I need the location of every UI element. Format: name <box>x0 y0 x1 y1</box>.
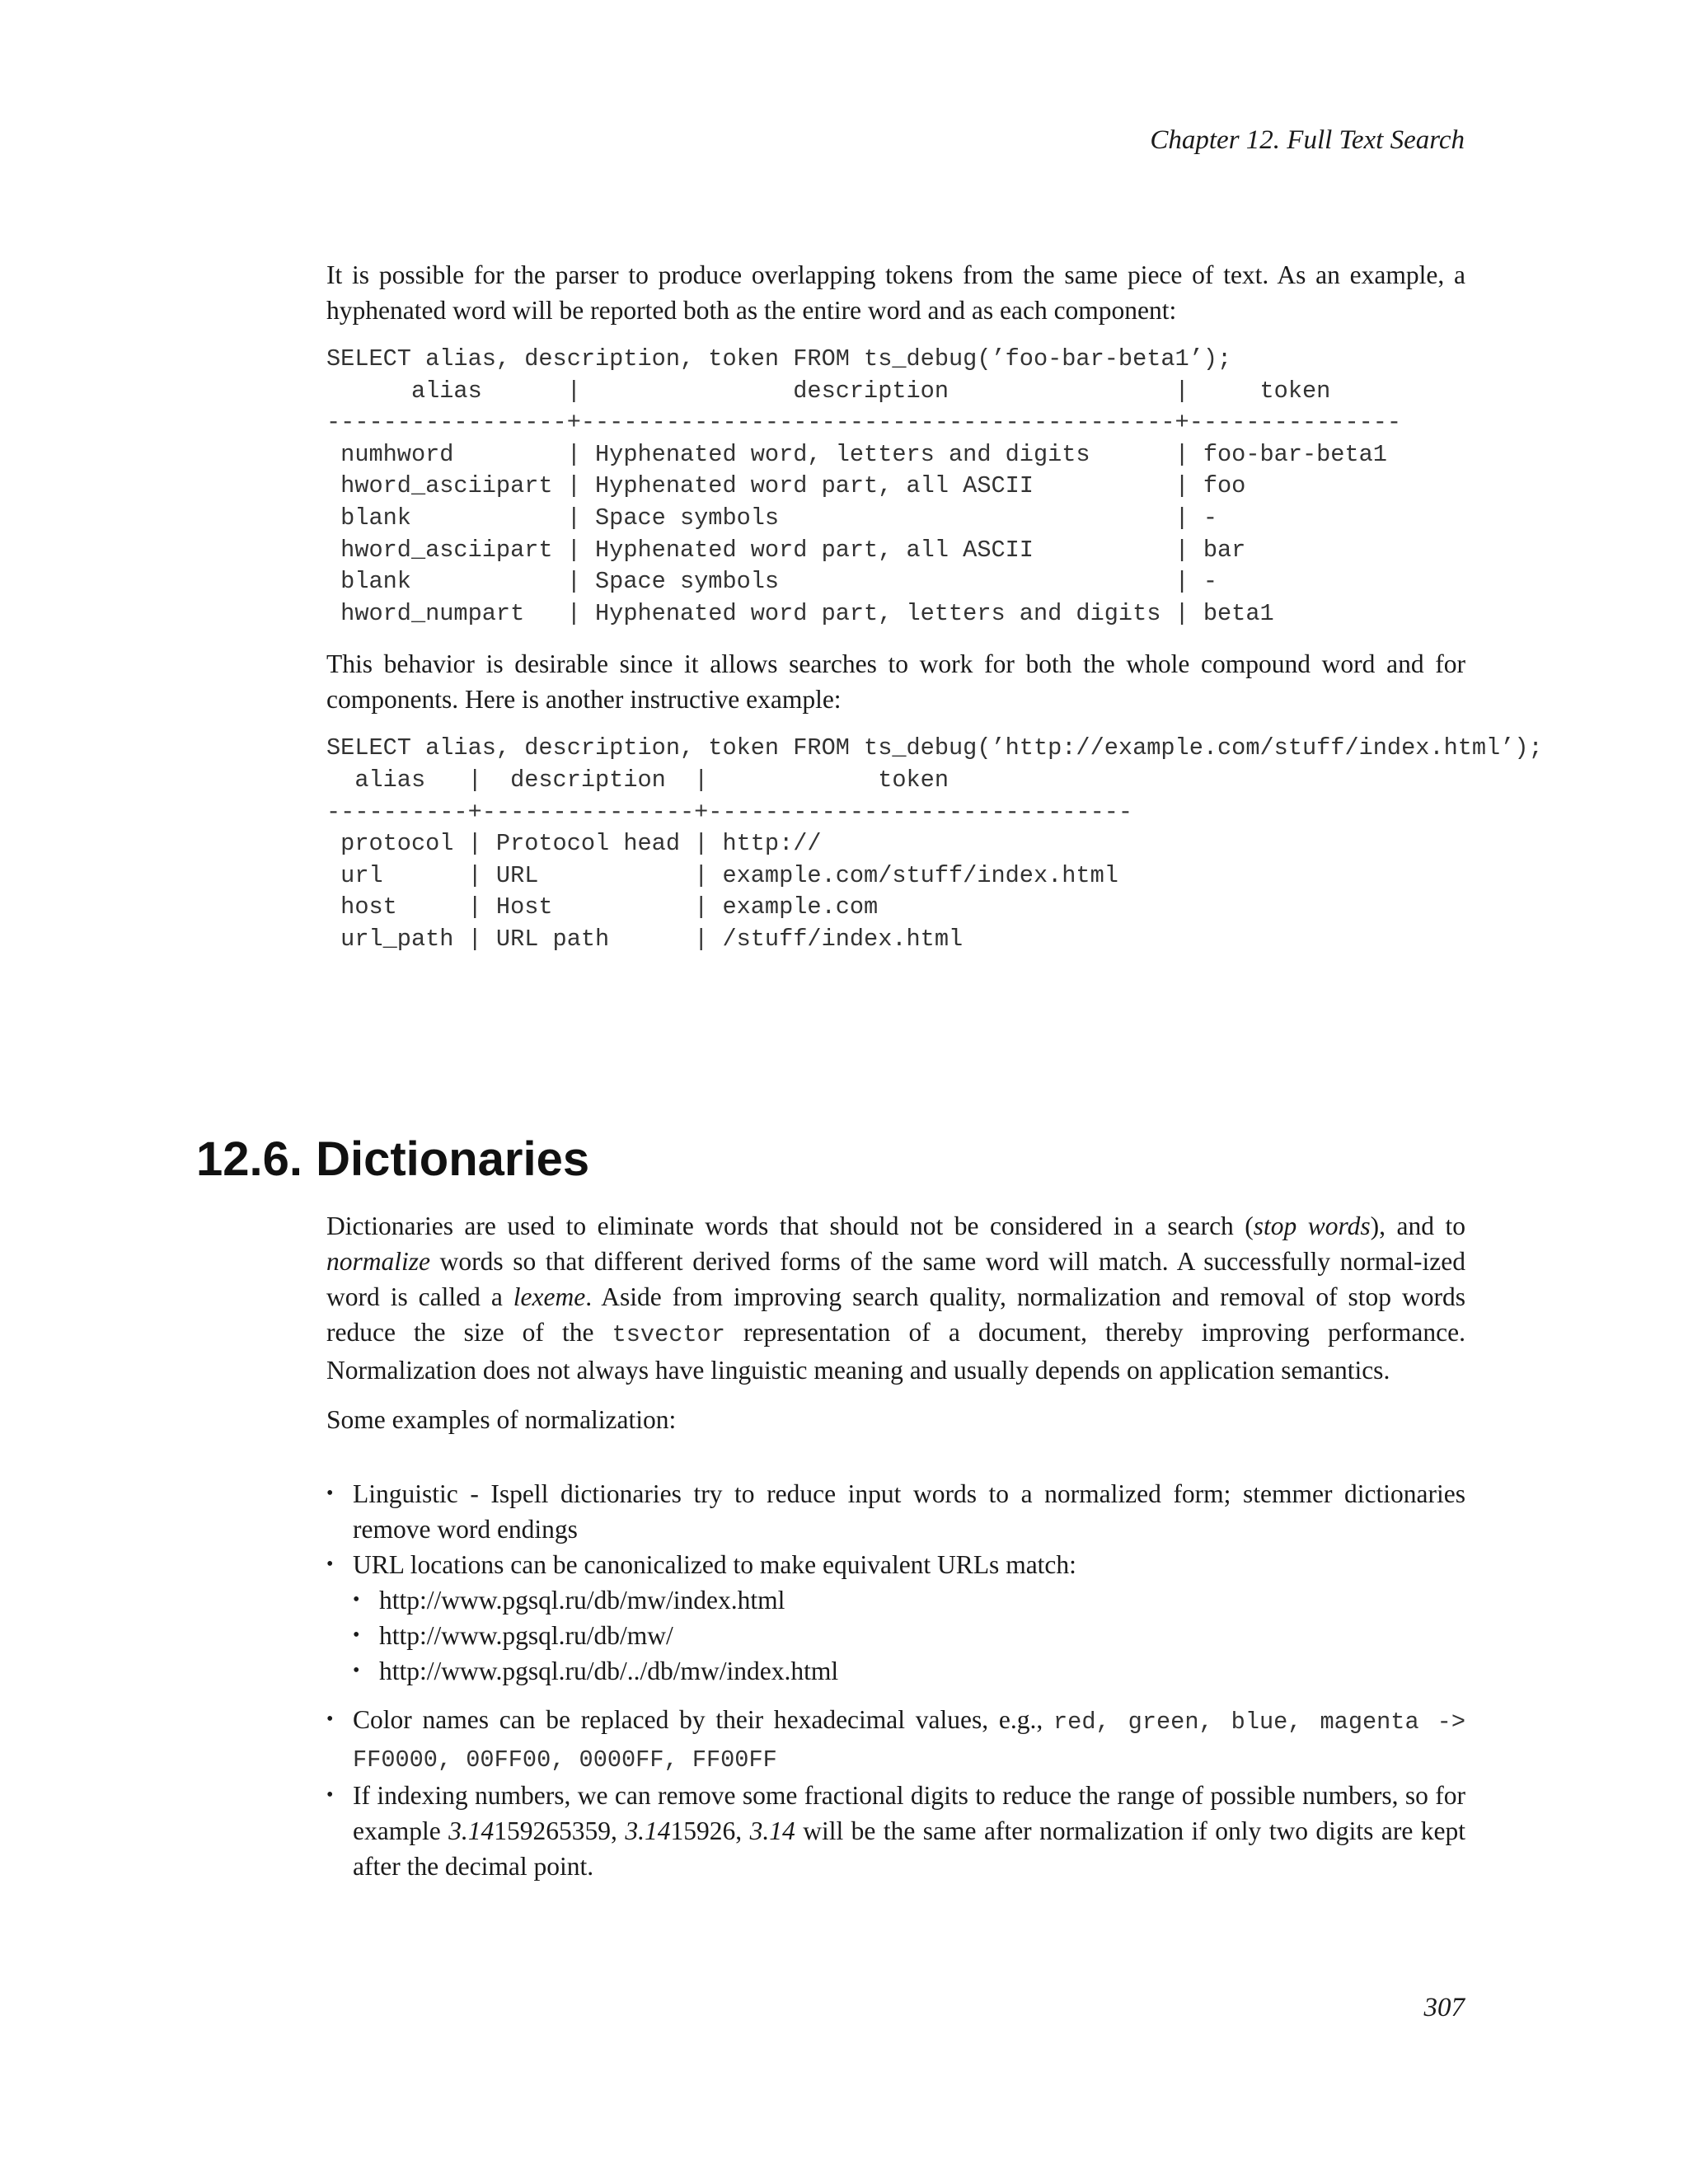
code-example-hyphenated: SELECT alias, description, token FROM ts_debug(’foo-bar-beta1’); alias | description | token -----------------+------------------------------------------+--------------- numhword | Hyphenated word, letters and digits | foo-bar-beta1 hword_asciipart | Hyphenated word part, all ASCII | foo blank | Space symbols | - hword_asciipart | Hyphenated word part, all ASCII | bar blank | Space symbols | - hword_numpart | Hyphenated word part, letters and digits | beta1 <box>326 345 1402 627</box>
list-item-color <box>326 1702 1465 1778</box>
term-lexeme: lexeme <box>513 1282 586 1311</box>
list-item-url <box>326 1547 1465 1689</box>
list-item-linguistic: • Linguistic - Ispell dictionaries try to reduce input words to a normalized form; stemmer dictionaries remove word endings <box>326 1476 1465 1547</box>
code-example-url: SELECT alias, description, token FROM ts_debug(’http://example.com/stuff/index.html’); alias | description | token ----------+---------------+------------------------------ protocol | Protocol head | http:// url | URL | example.com/stuff/index.html host | Host | example.com url_path | URL path | /stuff/index.html <box>326 734 1543 953</box>
term-stop-words: stop words <box>1253 1212 1371 1240</box>
text-run: will be the same after normalization if only two digits are kept after the decimal point. <box>353 1816 1466 1881</box>
section-heading: 12.6. Dictionaries <box>196 1132 590 1186</box>
url-sublist <box>353 1582 1465 1689</box>
text-run: words so that different derived forms of the same word will match. A successfully normal-ized word is called a <box>326 1247 1465 1311</box>
text-run: ), and to <box>1370 1212 1465 1240</box>
number-italic: 3.14 <box>625 1816 671 1845</box>
list-item-numbers <box>326 1778 1465 1884</box>
number-rest: 159265359 <box>494 1816 612 1845</box>
intro-section <box>326 257 1543 956</box>
separator: , <box>735 1816 750 1845</box>
text-run: If indexing numbers, we can remove some fractional digits to reduce the range of possible numbers, so for example <box>353 1781 1465 1845</box>
dictionaries-section <box>326 1208 1465 1884</box>
normalization-list <box>326 1476 1465 1884</box>
behavior-paragraph: This behavior is desirable since it allows searches to work for both the whole compound word and for components. Here is another instructive example: <box>326 649 1465 715</box>
text-run: representation of a document, thereby improving performance. Normalization does not always have linguistic meaning and usually depends on application semantics. <box>326 1318 1465 1385</box>
number-rest: 15926 <box>670 1816 736 1845</box>
url-example: • http://www.pgsql.ru/db/mw/ <box>353 1618 1465 1653</box>
list-item-text: URL locations can be canonicalized to make equivalent URLs match: <box>353 1550 1076 1579</box>
examples-intro: Some examples of normalization: <box>326 1405 677 1434</box>
code-color-values: red, green, blue, magenta -> FF0000, 00FF00, 0000FF, FF00FF <box>353 1708 1465 1774</box>
url-example: • http://www.pgsql.ru/db/../db/mw/index.html <box>353 1653 1465 1689</box>
text-run: Dictionaries are used to eliminate words that should not be considered in a search ( <box>326 1212 1254 1240</box>
term-normalize: normalize <box>326 1247 430 1276</box>
intro-paragraph: It is possible for the parser to produce overlapping tokens from the same piece of text. As an example, a hyphenated word will be reported both as the entire word and as each component: <box>326 260 1465 325</box>
separator: , <box>611 1816 626 1845</box>
number-italic: 3.14 <box>448 1816 495 1845</box>
list-item-text: Color names can be replaced by their hexadecimal values, e.g., <box>353 1705 1053 1734</box>
code-tsvector: tsvector <box>612 1321 725 1348</box>
number-italic: 3.14 <box>749 1816 795 1845</box>
url-example: • http://www.pgsql.ru/db/mw/index.html <box>353 1582 1465 1618</box>
page-number: 307 <box>1423 1993 1465 2022</box>
dictionaries-paragraph <box>326 1208 1465 1388</box>
running-header: Chapter 12. Full Text Search <box>1150 125 1465 155</box>
text-run: . Aside from improving search quality, normalization and removal of stop words reduce the size of the <box>326 1282 1465 1347</box>
